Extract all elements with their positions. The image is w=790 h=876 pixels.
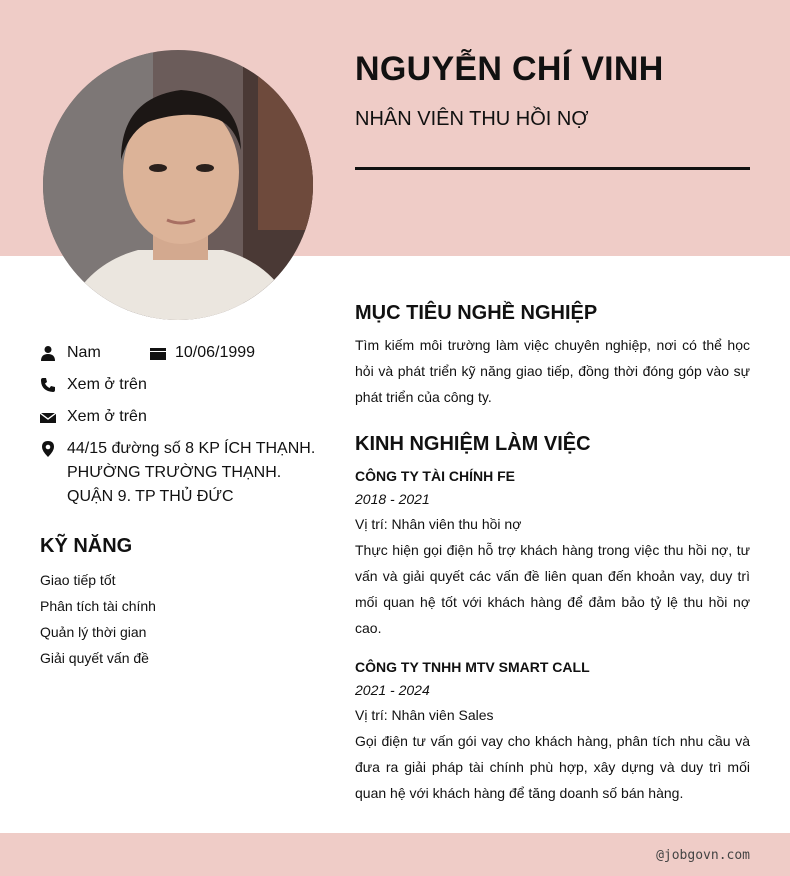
job-position: Vị trí: Nhân viên Sales [355, 707, 494, 723]
skill-item: Giao tiếp tốt [40, 572, 116, 588]
experience-heading: KINH NGHIỆM LÀM VIỆC [355, 433, 591, 455]
address-row [40, 437, 330, 509]
person-icon [40, 345, 56, 361]
job-description: Thực hiện gọi điện hỗ trợ khách hàng trong việc thu hồi nợ, tư vấn và giải quyết các vấn đề liên quan đến khoản vay, duy trì mối quan hệ tốt với khách hàng để đảm bảo tỷ lệ thu hồi nợ cao. [355, 542, 750, 636]
avatar-photo [43, 50, 313, 320]
skill-item: Phân tích tài chính [40, 598, 156, 614]
phone-row [40, 373, 300, 397]
gender-row [40, 341, 150, 365]
objective-heading: MỤC TIÊU NGHỀ NGHIỆP [355, 302, 598, 324]
header-divider [355, 167, 750, 170]
calendar-icon [150, 345, 166, 361]
dob-row [150, 341, 290, 365]
dob-value: 10/06/1999 [175, 344, 256, 361]
footer-watermark: @jobgovn.com [656, 848, 750, 863]
candidate-name: NGUYỄN CHÍ VINH [355, 50, 664, 88]
skill-item: Quản lý thời gian [40, 624, 147, 640]
phone-value: Xem ở trên [67, 376, 147, 393]
job-company: CÔNG TY TNHH MTV SMART CALL [355, 659, 590, 675]
skills-heading: KỸ NĂNG [40, 535, 133, 557]
email-row [40, 405, 300, 429]
candidate-title: NHÂN VIÊN THU HỒI NỢ [355, 108, 589, 130]
skill-item: Giải quyết vấn đề [40, 650, 149, 666]
objective-text: Tìm kiếm môi trường làm việc chuyên nghiệp, nơi có thể học hỏi và phát triển kỹ năng giao tiếp, đồng thời đóng góp vào sự phát triển của công ty. [355, 337, 750, 405]
job-position: Vị trí: Nhân viên thu hồi nợ [355, 516, 522, 532]
envelope-icon [40, 409, 56, 425]
job-description: Gọi điện tư vấn gói vay cho khách hàng, phân tích nhu cầu và đưa ra giải pháp tài chính phù hợp, xây dựng và duy trì mối quan hệ với khách hàng để tăng doanh số bán hàng. [355, 733, 750, 801]
address-value: 44/15 đường số 8 KP ÍCH THẠNH. PHƯỜNG TRƯỜNG THẠNH. QUẬN 9. TP THỦ ĐỨC [67, 440, 316, 505]
email-value: Xem ở trên [67, 408, 147, 425]
job-period: 2021 - 2024 [355, 682, 430, 698]
phone-icon [40, 377, 56, 393]
job-period: 2018 - 2021 [355, 491, 430, 507]
location-pin-icon [40, 441, 56, 457]
job-company: CÔNG TY TÀI CHÍNH FE [355, 468, 515, 484]
gender-value: Nam [67, 344, 101, 361]
